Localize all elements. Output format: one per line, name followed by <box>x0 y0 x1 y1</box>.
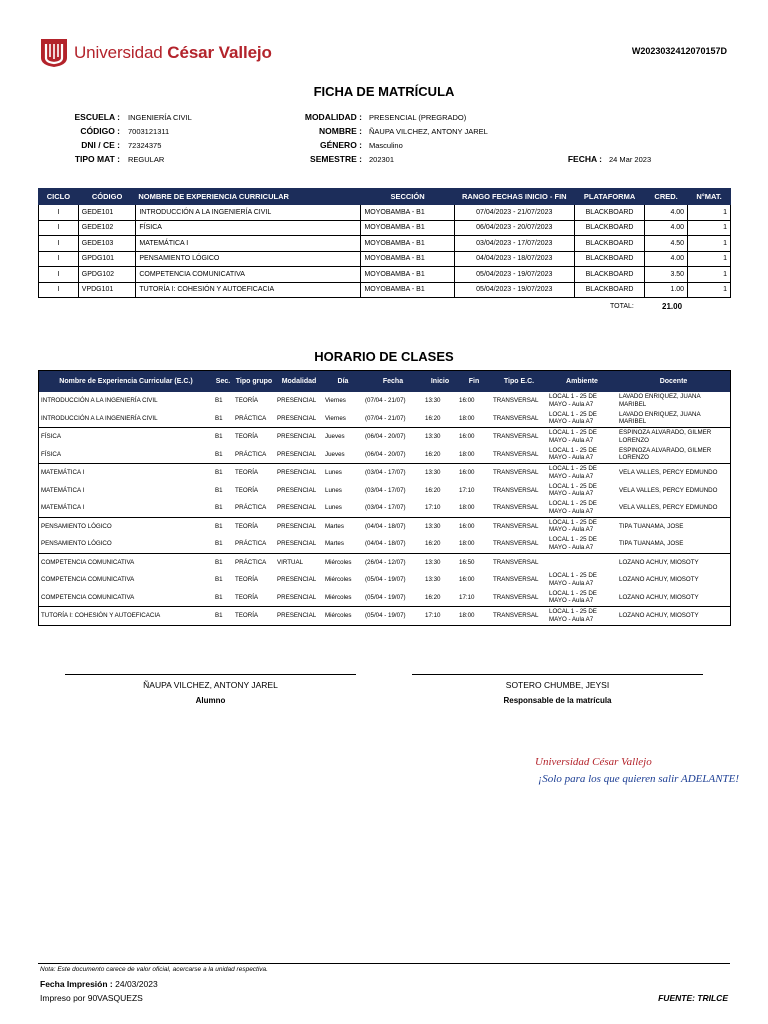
col-tipo-grupo: Tipo grupo <box>233 371 275 393</box>
schedule-cell: LOCAL 1 - 25 DE MAYO - Aula A7 <box>547 607 617 626</box>
dni-value: 72324375 <box>128 141 162 150</box>
schedule-cell: TUTORÍA I: COHESIÓN Y AUTOEFICACIA <box>39 607 214 626</box>
enrollment-cell: 1 <box>688 220 731 236</box>
semestre-value: 202301 <box>369 155 395 164</box>
genero-value: Masculino <box>369 141 403 150</box>
university-logo <box>40 38 272 68</box>
schedule-cell: B1 <box>215 486 223 494</box>
schedule-cell: 13:30 <box>425 397 441 404</box>
schedule-cell: B1 <box>215 504 223 511</box>
schedule-cell: COMPETENCIA COMUNICATIVA <box>39 553 214 571</box>
enrollment-cell: PENSAMIENTO LÓGICO <box>136 251 361 267</box>
enrollment-cell: I <box>39 267 79 283</box>
schedule-row <box>39 607 731 626</box>
schedule-cell: LOCAL 1 - 25 DE MAYO - Aula A7 <box>549 536 597 551</box>
schedule-cell: PRÁCTICA <box>233 553 275 571</box>
col-cred: CRED. <box>645 189 688 205</box>
enrollment-cell: 1.00 <box>645 282 688 298</box>
source-label: FUENTE: TRILCE <box>658 993 728 1003</box>
enrollment-table <box>38 188 731 298</box>
schedule-cell: TRANSVERSAL <box>491 464 547 482</box>
enrollment-header-row <box>39 189 731 205</box>
schedule-cell: LOCAL 1 - 25 DE MAYO - Aula A7 <box>549 572 597 587</box>
nombre-label: NOMBRE : <box>319 126 362 136</box>
col-inicio: Inicio <box>423 371 457 393</box>
schedule-cell: LOCAL 1 - 25 DE MAYO - Aula A7 <box>549 446 597 462</box>
enrollment-cell: MOYOBAMBA - B1 <box>361 251 454 267</box>
col-fin: Fin <box>457 371 491 393</box>
schedule-cell: PENSAMIENTO LÓGICO <box>39 517 214 535</box>
schedule-cell: (04/04 - 18/07) <box>363 517 423 535</box>
enrollment-cell: GEDE101 <box>78 205 136 221</box>
enrollment-cell: 1 <box>688 236 731 252</box>
schedule-row <box>39 535 731 553</box>
schedule-cell: TEORÍA <box>233 464 275 482</box>
schedule-cell: PRESENCIAL <box>275 607 323 626</box>
schedule-cell: (05/04 - 19/07) <box>365 576 406 583</box>
tipo-mat-value: REGULAR <box>128 155 165 164</box>
col-dia: Día <box>323 371 363 393</box>
schedule-cell: 16:50 <box>457 553 491 571</box>
schedule-row <box>39 499 731 517</box>
enrollment-cell: 4.50 <box>645 236 688 252</box>
schedule-cell: MATEMÁTICA I <box>39 464 214 482</box>
schedule-cell: 17:10 <box>459 486 475 494</box>
tipo-mat-label: TIPO MAT : <box>74 154 120 164</box>
enrollment-cell: 4.00 <box>645 220 688 236</box>
enrollment-cell: I <box>39 251 79 267</box>
schedule-cell: Lunes <box>325 504 342 511</box>
enrollment-cell: BLACKBOARD <box>575 282 645 298</box>
schedule-cell: TRANSVERSAL <box>493 576 539 583</box>
schedule-cell: LOZANO ACHUY, MIOSOTY <box>617 607 731 626</box>
schedule-cell: COMPETENCIA COMUNICATIVA <box>41 593 135 601</box>
semestre-label: SEMESTRE : <box>310 154 362 164</box>
schedule-cell: B1 <box>215 576 223 583</box>
total-credits: 21.00 <box>662 302 683 311</box>
enrollment-cell: 1 <box>688 251 731 267</box>
schedule-cell: COMPETENCIA COMUNICATIVA <box>41 576 135 583</box>
schedule-cell: TEORÍA <box>235 576 259 583</box>
schedule-cell: Miércoles <box>325 576 352 583</box>
schedule-cell: (07/04 - 21/07) <box>365 414 406 422</box>
enrollment-cell: VPDG101 <box>78 282 136 298</box>
schedule-cell: LOCAL 1 - 25 DE MAYO - Aula A7 <box>549 482 597 498</box>
schedule-cell: TRANSVERSAL <box>491 607 547 626</box>
schedule-cell: PRÁCTICA <box>235 540 267 547</box>
col-tipo-ec: Tipo E.C. <box>491 371 547 393</box>
schedule-cell: 16:20 <box>425 414 441 422</box>
escuela-label: ESCUELA : <box>74 112 120 122</box>
slogan-university: Universidad César Vallejo <box>535 756 652 768</box>
schedule-cell: PRESENCIAL <box>277 414 317 422</box>
schedule-cell: 17:10 <box>459 593 475 601</box>
schedule-row <box>39 392 731 410</box>
schedule-title: HORARIO DE CLASES <box>314 349 454 364</box>
schedule-cell: B1 <box>213 517 233 535</box>
document-code: W2023032412070157D <box>631 46 727 56</box>
schedule-cell: 17:10 <box>425 504 441 511</box>
enrollment-cell: TUTORÍA I: COHESIÓN Y AUTOEFICACIA <box>136 282 361 298</box>
enrollment-cell: GEDE103 <box>78 236 136 252</box>
col-nombre: NOMBRE DE EXPERIENCIA CURRICULAR <box>136 189 361 205</box>
schedule-cell: PRÁCTICA <box>235 504 267 511</box>
enrollment-cell: MOYOBAMBA - B1 <box>361 282 454 298</box>
schedule-cell: 18:00 <box>459 504 475 511</box>
schedule-row <box>39 446 731 464</box>
schedule-cell: (06/04 - 20/07) <box>363 428 423 446</box>
schedule-cell: PRESENCIAL <box>277 540 317 547</box>
col-fecha: Fecha <box>363 371 423 393</box>
enrollment-row <box>39 267 731 283</box>
col-rango: RANGO FECHAS INICIO - FIN <box>454 189 574 205</box>
schedule-cell: 18:00 <box>457 607 491 626</box>
schedule-cell: B1 <box>213 428 233 446</box>
schedule-cell: B1 <box>213 464 233 482</box>
schedule-cell: ESPINOZA ALVARADO, GILMER LORENZO <box>617 428 731 446</box>
schedule-cell: B1 <box>215 397 223 404</box>
enrollment-row <box>39 220 731 236</box>
schedule-cell: PRESENCIAL <box>277 397 317 404</box>
col-plataforma: PLATAFORMA <box>575 189 645 205</box>
schedule-cell: LOCAL 1 - 25 DE MAYO - Aula A7 <box>549 589 597 605</box>
schedule-cell: 18:00 <box>459 540 475 547</box>
schedule-cell: Lunes <box>325 486 342 494</box>
student-role: Alumno <box>195 696 226 705</box>
responsible-name: SOTERO CHUMBE, JEYSI <box>505 680 610 690</box>
schedule-cell: PRESENCIAL <box>277 593 317 601</box>
schedule-cell: (06/04 - 20/07) <box>365 450 406 458</box>
col-codigo: CÓDIGO <box>78 189 136 205</box>
enrollment-cell: 1 <box>688 282 731 298</box>
enrollment-cell: 1 <box>688 205 731 221</box>
enrollment-cell: COMPETENCIA COMUNICATIVA <box>136 267 361 283</box>
schedule-cell: B1 <box>213 553 233 571</box>
schedule-cell: (03/04 - 17/07) <box>365 504 406 511</box>
enrollment-cell: BLACKBOARD <box>575 205 645 221</box>
schedule-cell: TIPA TUANAMA, JOSE <box>617 517 731 535</box>
escuela-value: INGENIERÍA CIVIL <box>128 113 192 122</box>
schedule-cell: (04/04 - 18/07) <box>365 540 406 547</box>
dni-label: DNI / CE : <box>81 140 120 150</box>
schedule-cell: LOZANO ACHUY, MIOSOTY <box>619 593 699 601</box>
schedule-cell: MATEMÁTICA I <box>41 486 85 494</box>
schedule-row <box>39 571 731 589</box>
schedule-cell: TRANSVERSAL <box>491 553 547 571</box>
schedule-cell: MATEMÁTICA I <box>41 504 85 511</box>
schedule-cell: 18:00 <box>459 414 475 422</box>
schedule-cell: 17:10 <box>423 607 457 626</box>
schedule-cell: LOCAL 1 - 25 DE MAYO - Aula A7 <box>547 517 617 535</box>
schedule-cell: PRESENCIAL <box>275 464 323 482</box>
col-ciclo: CICLO <box>39 189 79 205</box>
schedule-row <box>39 553 731 571</box>
student-name: ÑAUPA VILCHEZ, ANTONY JAREL <box>143 680 278 690</box>
schedule-cell: TEORÍA <box>233 607 275 626</box>
schedule-cell: 16:20 <box>425 486 441 494</box>
schedule-cell: Miércoles <box>323 607 363 626</box>
schedule-cell: Viernes <box>325 414 346 422</box>
fecha-value: 24 Mar 2023 <box>609 155 652 164</box>
enrollment-cell: MATEMÁTICA I <box>136 236 361 252</box>
enrollment-cell: 1 <box>688 267 731 283</box>
enrollment-cell: 05/04/2023 - 19/07/2023 <box>454 267 574 283</box>
schedule-cell: LOCAL 1 - 25 DE MAYO - Aula A7 <box>549 500 597 515</box>
enrollment-cell: 4.00 <box>645 251 688 267</box>
genero-label: GÉNERO : <box>319 140 362 150</box>
schedule-cell: TRANSVERSAL <box>491 428 547 446</box>
schedule-cell: 16:00 <box>459 576 475 583</box>
schedule-cell: 16:00 <box>459 397 475 404</box>
schedule-cell: Lunes <box>323 464 363 482</box>
schedule-cell: 16:20 <box>425 593 441 601</box>
schedule-row <box>39 428 731 446</box>
total-label: TOTAL: <box>610 303 634 310</box>
schedule-cell: 13:30 <box>423 553 457 571</box>
schedule-cell: VELA VALLES, PERCY EDMUNDO <box>617 464 731 482</box>
schedule-cell: (03/04 - 17/07) <box>365 486 406 494</box>
enrollment-cell: MOYOBAMBA - B1 <box>361 236 454 252</box>
enrollment-cell: BLACKBOARD <box>575 251 645 267</box>
schedule-row <box>39 410 731 428</box>
schedule-cell: TRANSVERSAL <box>493 504 539 511</box>
enrollment-cell: 4.00 <box>645 205 688 221</box>
enrollment-cell: GPDG101 <box>78 251 136 267</box>
modalidad-label: MODALIDAD : <box>304 112 362 122</box>
schedule-cell: TRANSVERSAL <box>493 450 539 458</box>
schedule-header-row <box>39 371 731 393</box>
enrollment-cell: I <box>39 282 79 298</box>
enrollment-cell: GEDE102 <box>78 220 136 236</box>
schedule-cell: TEORÍA <box>235 486 259 494</box>
schedule-cell: B1 <box>213 607 233 626</box>
schedule-cell: PRÁCTICA <box>235 450 267 458</box>
enrollment-cell: INTRODUCCIÓN A LA INGENIERÍA CIVIL <box>136 205 361 221</box>
enrollment-cell: GPDG102 <box>78 267 136 283</box>
enrollment-cell: MOYOBAMBA - B1 <box>361 220 454 236</box>
enrollment-cell: I <box>39 236 79 252</box>
col-seccion: SECCIÓN <box>361 189 454 205</box>
schedule-cell: FÍSICA <box>41 450 61 458</box>
enrollment-row <box>39 251 731 267</box>
schedule-cell: Miércoles <box>323 553 363 571</box>
schedule-cell: 13:30 <box>423 428 457 446</box>
enrollment-cell: 06/04/2023 - 20/07/2023 <box>454 220 574 236</box>
schedule-cell: INTRODUCCIÓN A LA INGENIERÍA CIVIL <box>41 414 158 422</box>
schedule-row <box>39 589 731 607</box>
schedule-cell: LAVADO ENRIQUEZ, JUANA MARIBEL <box>619 393 701 408</box>
footer-divider <box>38 963 730 964</box>
schedule-cell: LAVADO ENRIQUEZ, JUANA MARIBEL <box>619 410 701 426</box>
enrollment-cell: I <box>39 205 79 221</box>
enrollment-cell: 04/04/2023 - 18/07/2023 <box>454 251 574 267</box>
schedule-cell: PRESENCIAL <box>277 486 317 494</box>
responsible-role: Responsable de la matrícula <box>503 696 612 705</box>
enrollment-cell: BLACKBOARD <box>575 267 645 283</box>
col-ec: Nombre de Experiencia Curricular (E.C.) <box>39 371 214 393</box>
fecha-label: FECHA : <box>567 154 602 164</box>
schedule-cell: (07/04 - 21/07) <box>365 397 406 404</box>
schedule-cell: 16:00 <box>457 464 491 482</box>
schedule-table <box>38 370 731 626</box>
schedule-cell: Martes <box>325 540 344 547</box>
university-shield-icon <box>40 38 68 68</box>
schedule-cell: TRANSVERSAL <box>493 540 539 547</box>
schedule-row <box>39 517 731 535</box>
schedule-cell: PENSAMIENTO LÓGICO <box>41 540 112 547</box>
schedule-cell: B1 <box>215 414 223 422</box>
schedule-cell: FÍSICA <box>39 428 214 446</box>
schedule-cell: PRÁCTICA <box>235 414 267 422</box>
enrollment-cell: 07/04/2023 - 21/07/2023 <box>454 205 574 221</box>
print-date: Fecha Impresión : 24/03/2023 <box>40 979 158 989</box>
schedule-cell: TEORÍA <box>233 517 275 535</box>
col-modalidad: Modalidad <box>275 371 323 393</box>
schedule-cell: VIRTUAL <box>275 553 323 571</box>
schedule-cell: PRESENCIAL <box>275 428 323 446</box>
col-sec: Sec. <box>213 371 233 393</box>
schedule-cell: (03/04 - 17/07) <box>363 464 423 482</box>
schedule-cell: 16:20 <box>425 540 441 547</box>
schedule-cell: Jueves <box>325 450 345 458</box>
schedule-cell: LOCAL 1 - 25 DE MAYO - Aula A7 <box>549 393 597 408</box>
enrollment-cell: 05/04/2023 - 19/07/2023 <box>454 282 574 298</box>
schedule-cell: B1 <box>215 593 223 601</box>
printed-by: Impreso por 90VASQUEZS <box>40 993 143 1003</box>
schedule-cell: 16:00 <box>457 428 491 446</box>
schedule-cell: 13:30 <box>423 464 457 482</box>
enrollment-cell: 3.50 <box>645 267 688 283</box>
schedule-cell: PRESENCIAL <box>277 450 317 458</box>
schedule-cell: 16:20 <box>425 450 441 458</box>
modalidad-value: PRESENCIAL (PREGRADO) <box>369 113 467 122</box>
schedule-cell: LOCAL 1 - 25 DE MAYO - Aula A7 <box>547 428 617 446</box>
col-nmat: N°MAT. <box>688 189 731 205</box>
schedule-cell: (05/04 - 19/07) <box>365 593 406 601</box>
schedule-cell: LOZANO ACHUY, MIOSOTY <box>617 553 731 571</box>
schedule-cell: 13:30 <box>425 576 441 583</box>
schedule-cell: (05/04 - 19/07) <box>363 607 423 626</box>
schedule-cell: LOCAL 1 - 25 DE MAYO - Aula A7 <box>547 464 617 482</box>
schedule-cell <box>547 553 617 571</box>
schedule-cell: ESPINOZA ALVARADO, GILMER LORENZO <box>619 446 712 462</box>
schedule-cell: 16:00 <box>457 517 491 535</box>
enrollment-cell: MOYOBAMBA - B1 <box>361 205 454 221</box>
schedule-cell: Jueves <box>323 428 363 446</box>
enrollment-cell: I <box>39 220 79 236</box>
enrollment-row <box>39 205 731 221</box>
schedule-cell: TEORÍA <box>235 397 259 404</box>
schedule-cell: 13:30 <box>423 517 457 535</box>
col-ambiente: Ambiente <box>547 371 617 393</box>
slogan-tagline: ¡Solo para los que quieren salir ADELANTE! <box>538 773 740 785</box>
codigo-label: CÓDIGO : <box>80 126 120 136</box>
university-name: Universidad César Vallejo <box>74 43 272 62</box>
page-title: FICHA DE MATRÍCULA <box>313 84 455 99</box>
schedule-cell: TRANSVERSAL <box>491 517 547 535</box>
schedule-cell: TRANSVERSAL <box>493 397 539 404</box>
enrollment-cell: MOYOBAMBA - B1 <box>361 267 454 283</box>
schedule-cell: TRANSVERSAL <box>493 486 539 494</box>
nombre-value: ÑAUPA VILCHEZ, ANTONY JAREL <box>369 127 488 136</box>
schedule-cell: 18:00 <box>459 450 475 458</box>
student-signature-line <box>65 674 356 675</box>
enrollment-cell: FÍSICA <box>136 220 361 236</box>
schedule-cell: TRANSVERSAL <box>493 593 539 601</box>
enrollment-cell: BLACKBOARD <box>575 236 645 252</box>
schedule-cell: TRANSVERSAL <box>493 414 539 422</box>
schedule-cell: LOCAL 1 - 25 DE MAYO - Aula A7 <box>549 410 597 426</box>
schedule-cell: LOZANO ACHUY, MIOSOTY <box>619 576 699 583</box>
enrollment-row <box>39 282 731 298</box>
schedule-cell: Martes <box>323 517 363 535</box>
schedule-cell: PRESENCIAL <box>277 576 317 583</box>
responsible-signature-line <box>412 674 703 675</box>
enrollment-row <box>39 236 731 252</box>
col-docente: Docente <box>617 371 731 393</box>
schedule-cell: B1 <box>215 450 223 458</box>
schedule-cell: VELA VALLES, PERCY EDMUNDO <box>619 486 718 494</box>
enrollment-cell: 03/04/2023 - 17/07/2023 <box>454 236 574 252</box>
enrollment-cell: BLACKBOARD <box>575 220 645 236</box>
schedule-cell: B1 <box>215 540 223 547</box>
schedule-cell: INTRODUCCIÓN A LA INGENIERÍA CIVIL <box>41 397 158 404</box>
schedule-cell: PRESENCIAL <box>275 517 323 535</box>
schedule-cell: TEORÍA <box>233 428 275 446</box>
schedule-cell: VELA VALLES, PERCY EDMUNDO <box>619 504 718 511</box>
schedule-cell: TIPA TUANAMA, JOSE <box>619 540 684 547</box>
footer-note: Nota: Este documento carece de valor oficial, acercarse a la unidad respectiva. <box>40 966 268 973</box>
schedule-row <box>39 482 731 500</box>
codigo-value: 7003121311 <box>128 127 170 136</box>
schedule-cell: Viernes <box>325 397 346 404</box>
schedule-cell: (26/04 - 12/07) <box>363 553 423 571</box>
schedule-cell: Miércoles <box>325 593 352 601</box>
schedule-row <box>39 464 731 482</box>
schedule-cell: TEORÍA <box>235 593 259 601</box>
schedule-cell: PRESENCIAL <box>277 504 317 511</box>
